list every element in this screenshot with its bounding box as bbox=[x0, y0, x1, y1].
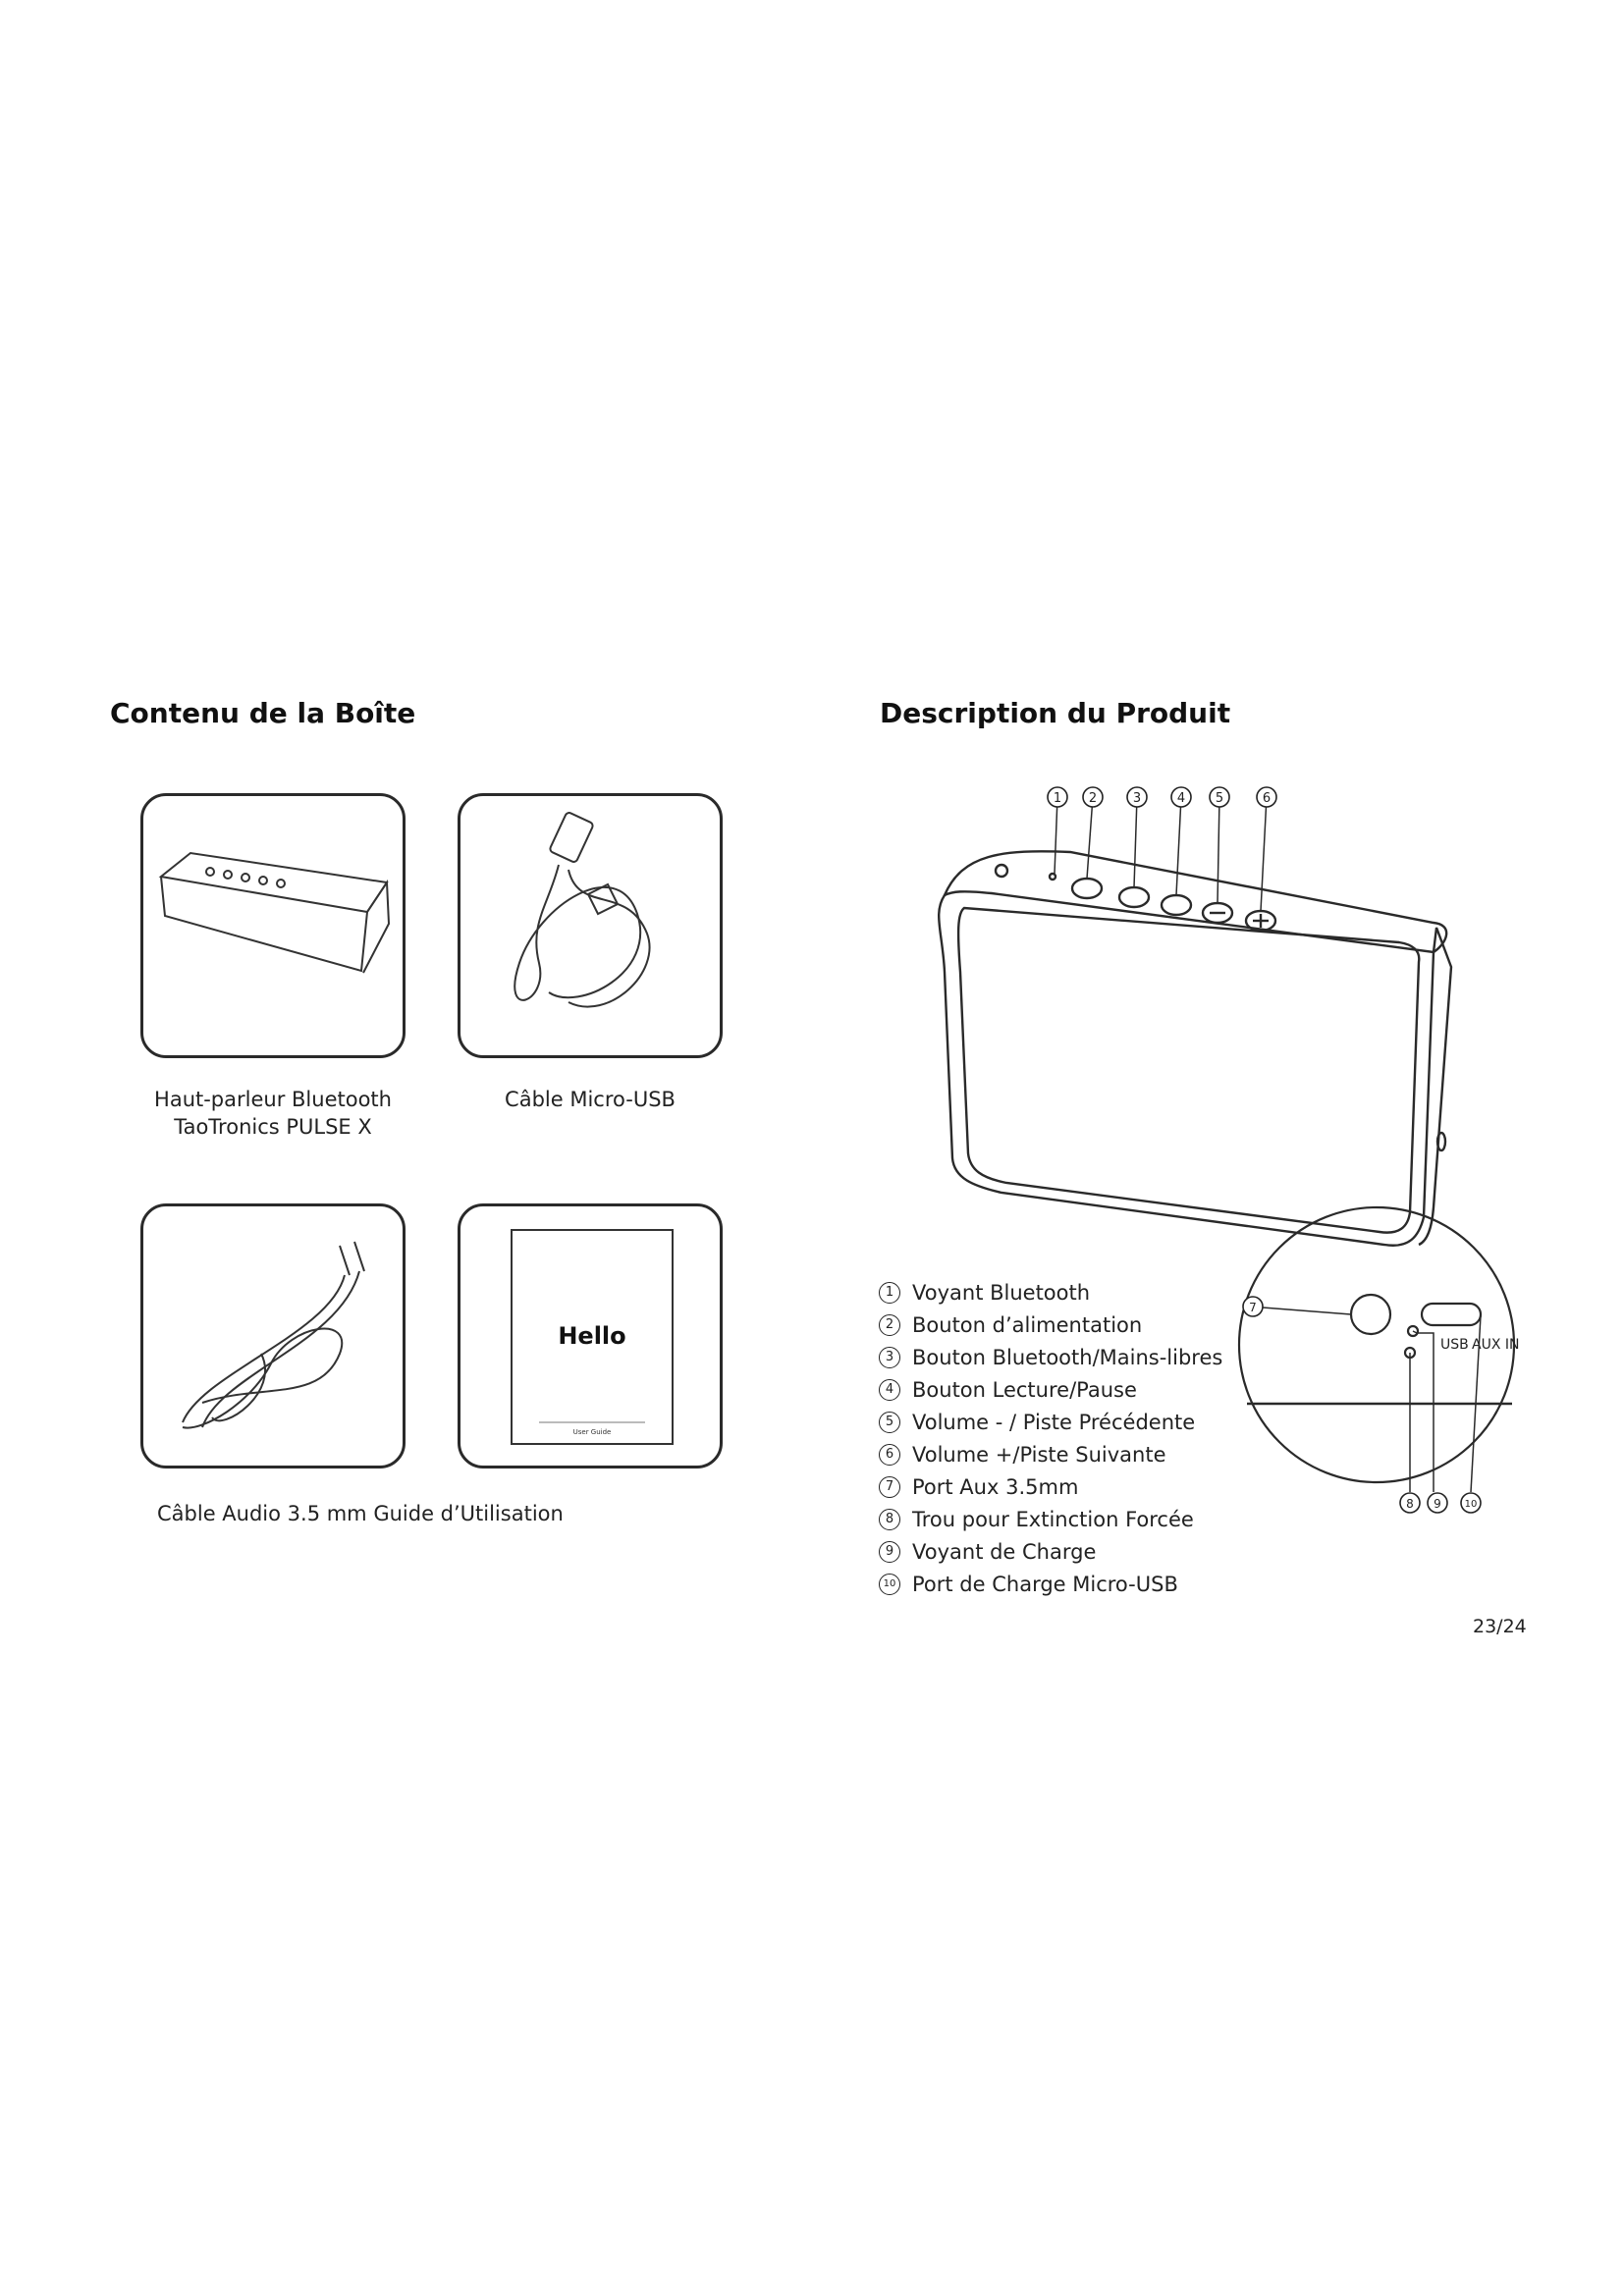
legend-label: Port de Charge Micro-USB bbox=[912, 1572, 1178, 1596]
aux-port-label: AUX IN bbox=[1472, 1337, 1520, 1353]
legend-label: Bouton d’alimentation bbox=[912, 1312, 1143, 1337]
legend-item bbox=[876, 1568, 1222, 1600]
legend-item bbox=[876, 1276, 1222, 1308]
legend-label: Volume +/Piste Suivante bbox=[912, 1442, 1166, 1467]
legend-item bbox=[876, 1406, 1222, 1438]
legend-item bbox=[876, 1438, 1222, 1470]
legend-label: Trou pour Extinction Forcée bbox=[912, 1507, 1194, 1531]
side-leader-lines bbox=[1263, 1308, 1481, 1492]
usb-cable-panel bbox=[458, 793, 723, 1058]
legend-item bbox=[876, 1341, 1222, 1373]
legend-item bbox=[876, 1373, 1222, 1406]
legend-label: Port Aux 3.5mm bbox=[912, 1474, 1079, 1499]
callout-5-number: 5 bbox=[1215, 791, 1224, 806]
speaker-icon bbox=[143, 796, 403, 1055]
box-contents-title: Contenu de la Boîte bbox=[110, 697, 416, 729]
audio-cable-panel bbox=[140, 1203, 406, 1468]
legend-number: 8 bbox=[879, 1509, 900, 1530]
legend-number: 1 bbox=[879, 1282, 900, 1304]
legend-item bbox=[876, 1308, 1222, 1341]
callout-3-number: 3 bbox=[1132, 791, 1142, 806]
component-legend bbox=[876, 1276, 1222, 1600]
usb-cable-icon bbox=[460, 796, 720, 1055]
legend-item bbox=[876, 1503, 1222, 1535]
legend-item bbox=[876, 1470, 1222, 1503]
user-guide-icon bbox=[460, 1206, 720, 1466]
callout-8-number: 8 bbox=[1406, 1497, 1414, 1511]
callout-6-number: 6 bbox=[1262, 791, 1272, 806]
audio-cable-icon bbox=[143, 1206, 403, 1466]
speaker-caption-line2: TaoTronics PULSE X bbox=[174, 1115, 372, 1140]
audio-guide-caption: Câble Audio 3.5 mm Guide d’Utilisation bbox=[157, 1502, 564, 1525]
legend-label: Voyant de Charge bbox=[912, 1539, 1097, 1564]
page-number: 23/24 bbox=[1473, 1616, 1527, 1637]
callout-1-number: 1 bbox=[1053, 791, 1062, 806]
callout-4-number: 4 bbox=[1176, 791, 1186, 806]
top-callouts bbox=[1048, 787, 1276, 807]
product-description-title: Description du Produit bbox=[880, 697, 1231, 729]
speaker-caption bbox=[140, 1086, 406, 1142]
usb-port-icon bbox=[1422, 1304, 1481, 1325]
speaker-panel bbox=[140, 793, 406, 1058]
booklet-title: Hello bbox=[558, 1322, 626, 1350]
legend-number: 6 bbox=[879, 1444, 900, 1466]
speaker-illustration bbox=[939, 851, 1451, 1245]
legend-number: 9 bbox=[879, 1541, 900, 1563]
legend-label: Volume - / Piste Précédente bbox=[912, 1410, 1196, 1434]
legend-item bbox=[876, 1535, 1222, 1568]
legend-number: 2 bbox=[879, 1314, 900, 1336]
legend-number: 4 bbox=[879, 1379, 900, 1401]
user-guide-panel bbox=[458, 1203, 723, 1468]
legend-label: Bouton Bluetooth/Mains-libres bbox=[912, 1345, 1223, 1369]
legend-label: Voyant Bluetooth bbox=[912, 1280, 1091, 1305]
callout-2-number: 2 bbox=[1088, 791, 1098, 806]
callout-7-number: 7 bbox=[1249, 1301, 1257, 1314]
speaker-caption-line1: Haut-parleur Bluetooth bbox=[154, 1088, 392, 1111]
callout-10-number: 10 bbox=[1464, 1499, 1478, 1510]
legend-number: 10 bbox=[879, 1574, 900, 1595]
legend-label: Bouton Lecture/Pause bbox=[912, 1377, 1137, 1402]
aux-port-icon bbox=[1351, 1295, 1390, 1334]
callout-9-number: 9 bbox=[1434, 1497, 1441, 1511]
usb-cable-caption: Câble Micro-USB bbox=[505, 1088, 676, 1111]
legend-number: 5 bbox=[879, 1412, 900, 1433]
legend-number: 7 bbox=[879, 1476, 900, 1498]
legend-number: 3 bbox=[879, 1347, 900, 1368]
usb-port-label: USB bbox=[1440, 1337, 1469, 1353]
booklet-subtitle: User Guide bbox=[572, 1428, 612, 1436]
